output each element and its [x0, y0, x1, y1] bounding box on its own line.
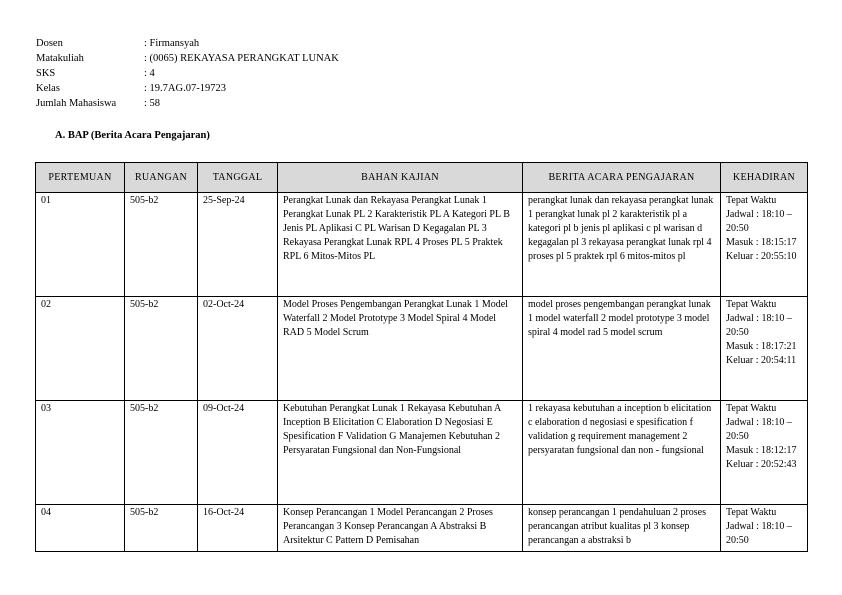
status-text: Tepat Waktu: [726, 507, 777, 518]
cell-kehadiran: [721, 505, 808, 552]
info-value: : 58: [144, 98, 161, 109]
table-row: [36, 297, 808, 401]
table-header-row: [36, 163, 808, 193]
masuk-text: Masuk : 18:17:21: [726, 341, 797, 352]
info-value: : 4: [144, 68, 155, 79]
cell-bahan-kajian: Model Proses Pengembangan Perangkat Lunak 1 Model Waterfall 2 Model Prototype 3 Model Spiral 4 Model RAD 5 Model Scrum: [278, 297, 523, 401]
header-info: [36, 36, 339, 111]
jadwal-text: Jadwal : 18:10 – 20:50: [726, 417, 792, 442]
cell-tanggal: 02-Oct-24: [198, 297, 278, 401]
cell-tanggal: 25-Sep-24: [198, 193, 278, 297]
berita-text: konsep perancangan 1 pendahuluan 2 proses perancangan atribut kualitas pl 3 konsep perancangan a abstraksi b: [528, 507, 706, 546]
cell-berita-acara: perangkat lunak dan rekayasa perangkat lunak 1 perangkat lunak pl 2 karakteristik pl a kategori pl b jenis pl aplikasi c pl warisan d kegagalan pl 3 rekayasa perangkat lunak rpl 4 proses pl 5 praktek rpl 6 mitos-mitos pl: [523, 193, 721, 297]
cell-berita-acara: model proses pengembangan perangkat lunak 1 model waterfall 2 model prototype 3 model spiral 4 model rad 5 model scrum: [523, 297, 721, 401]
cell-kehadiran: [721, 297, 808, 401]
section-title: A. BAP (Berita Acara Pengajaran): [55, 130, 210, 141]
cell-bahan-kajian: [278, 505, 523, 552]
keluar-text: Keluar : 20:52:43: [726, 459, 797, 470]
header-bahan-kajian: BAHAN KAJIAN: [278, 163, 523, 193]
header-pertemuan: PERTEMUAN: [36, 163, 125, 193]
cell-tanggal: 09-Oct-24: [198, 401, 278, 505]
table-row: [36, 401, 808, 505]
cell-berita-acara: [523, 505, 721, 552]
cell-pertemuan: 01: [36, 193, 125, 297]
jadwal-text: Jadwal : 18:10 – 20:50: [726, 521, 792, 546]
header-ruangan: RUANGAN: [125, 163, 198, 193]
cell-ruangan: 505-b2: [125, 505, 198, 552]
header-kehadiran: KEHADIRAN: [721, 163, 808, 193]
header-tanggal: TANGGAL: [198, 163, 278, 193]
info-row-kelas: [36, 81, 339, 96]
masuk-text: Masuk : 18:15:17: [726, 237, 797, 248]
info-label: Jumlah Mahasiswa: [36, 98, 117, 109]
cell-pertemuan: 04: [36, 505, 125, 552]
info-row-jumlah-mahasiswa: [36, 96, 339, 111]
info-label: Kelas: [36, 83, 60, 94]
info-row-sks: [36, 66, 339, 81]
cell-ruangan: 505-b2: [125, 401, 198, 505]
masuk-text: Masuk : 18:12:17: [726, 445, 797, 456]
cell-kehadiran: [721, 193, 808, 297]
keluar-text: Keluar : 20:54:11: [726, 355, 797, 366]
info-label: SKS: [36, 68, 56, 79]
info-label: Matakuliah: [36, 53, 84, 64]
cell-ruangan: 505-b2: [125, 297, 198, 401]
jadwal-text: Jadwal : 18:10 – 20:50: [726, 209, 792, 234]
cell-ruangan: 505-b2: [125, 193, 198, 297]
table-row: [36, 193, 808, 297]
status-text: Tepat Waktu: [726, 195, 777, 206]
cell-kehadiran: [721, 401, 808, 505]
status-text: Tepat Waktu: [726, 403, 777, 414]
cell-berita-acara: 1 rekayasa kebutuhan a inception b elicitation c elaboration d negosiasi e spesification f validation g requirement management 2 persyaratan fungsional dan non - fungsional: [523, 401, 721, 505]
table-row: [36, 505, 808, 552]
info-row-dosen: [36, 36, 339, 51]
cell-pertemuan: 03: [36, 401, 125, 505]
info-label: Dosen: [36, 38, 63, 49]
status-text: Tepat Waktu: [726, 299, 777, 310]
info-value: : 19.7AG.07-19723: [144, 83, 226, 94]
cell-bahan-kajian: Kebutuhan Perangkat Lunak 1 Rekayasa Kebutuhan A Inception B Elicitation C Elaboration D Negosiasi E Spesification F Validation G Manajemen Kebutuhan 2 Persyaratan Fungsional dan Non-Fungsional: [278, 401, 523, 505]
header-berita-acara: BERITA ACARA PENGAJARAN: [523, 163, 721, 193]
bap-table: [35, 162, 808, 552]
bahan-text: Konsep Perancangan 1 Model Perancangan 2 Proses Perancangan 3 Konsep Perancangan A Abstraksi B Arsitektur C Pattern D Pemisahan: [283, 507, 493, 546]
cell-bahan-kajian: Perangkat Lunak dan Rekayasa Perangkat Lunak 1 Perangkat Lunak PL 2 Karakteristik PL A Kategori PL B Jenis PL Aplikasi C PL Warisan D Kegagalan PL 3 Rekayasa Perangkat Lunak RPL 4 Proses PL 5 Praktek RPL 6 Mitos-Mitos PL: [278, 193, 523, 297]
jadwal-text: Jadwal : 18:10 – 20:50: [726, 313, 792, 338]
info-row-matakuliah: [36, 51, 339, 66]
cell-tanggal: 16-Oct-24: [198, 505, 278, 552]
keluar-text: Keluar : 20:55:10: [726, 251, 797, 262]
info-value: : (0065) REKAYASA PERANGKAT LUNAK: [144, 53, 339, 64]
cell-pertemuan: 02: [36, 297, 125, 401]
info-value: : Firmansyah: [144, 38, 200, 49]
